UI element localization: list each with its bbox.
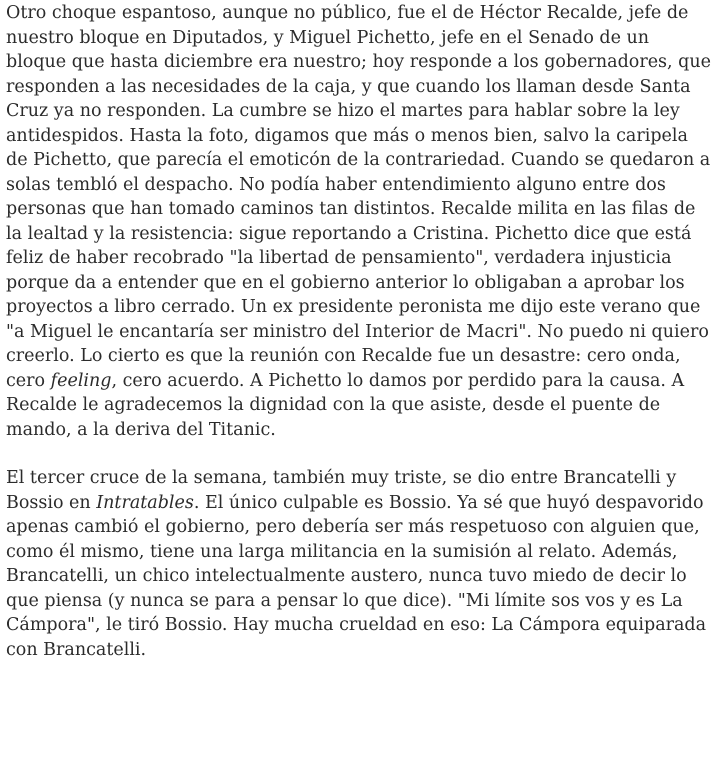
paragraph-text: , cero acuerdo. A Pichetto lo damos por perdido para la causa. A Recalde le agradecemos la dignidad con la que asiste, desde el puente de mando, a la deriva del Titanic. [6,370,685,440]
paragraph-recalde-pichetto [6,1,712,442]
emphasis-text: feeling [50,370,112,391]
paragraph-text: Otro choque espantoso, aunque no público, fue el de Héctor Recalde, jefe de nuestro bloque en Diputados, y Miguel Pichetto, jefe en el Senado de un bloque que hasta diciembre era nuestro; hoy responde a los gobernadores, que responden a las necesidades de la caja, y que cuando los llaman desde Santa Cruz ya no responden. La cumbre se hizo el martes para hablar sobre la ley antidespidos. Hasta la foto, digamos que más o menos bien, salvo la caripela de Pichetto, que parecía el emoticón de la contrariedad. Cuando se quedaron a solas tembló el despacho. No podía haber entendimiento alguno entre dos personas que han tomado caminos tan distintos. Recalde milita en las filas de la lealtad y la resistencia: sigue reportando a Cristina. Pichetto dice que está feliz de haber recobrado "la libertad de pensamiento", verdadera injusticia porque da a entender que en el gobierno anterior lo obligaban a aprobar los proyectos a libro cerrado. Un ex presidente peronista me dijo este verano que "a Miguel le encantaría ser ministro del Interior de Macri". No puedo ni quiero creerlo. Lo cierto es que la reunión con Recalde fue un desastre: cero onda, cero [6,3,711,391]
emphasis-text: Intratables [96,492,194,513]
paragraph-text: . El único culpable es Bossio. Ya sé que huyó despavorido apenas cambió el gobierno, pero debería ser más respetuoso con alguien que, como él mismo, tiene una larga militancia en la sumisión al relato. Además, Brancatelli, un chico intelectualmente austero, nunca tuvo miedo de decir lo que piensa (y nunca se para a pensar lo que dice). "Mi límite sos vos y es La Cámpora", le tiró Bossio. Hay mucha crueldad en eso: La Cámpora equiparada con Brancatelli. [6,492,707,660]
paragraph-brancatelli-bossio [6,466,712,662]
paragraph-text: El tercer cruce de la semana, también muy triste, se dio entre Brancatelli y Bossio en [6,468,677,513]
